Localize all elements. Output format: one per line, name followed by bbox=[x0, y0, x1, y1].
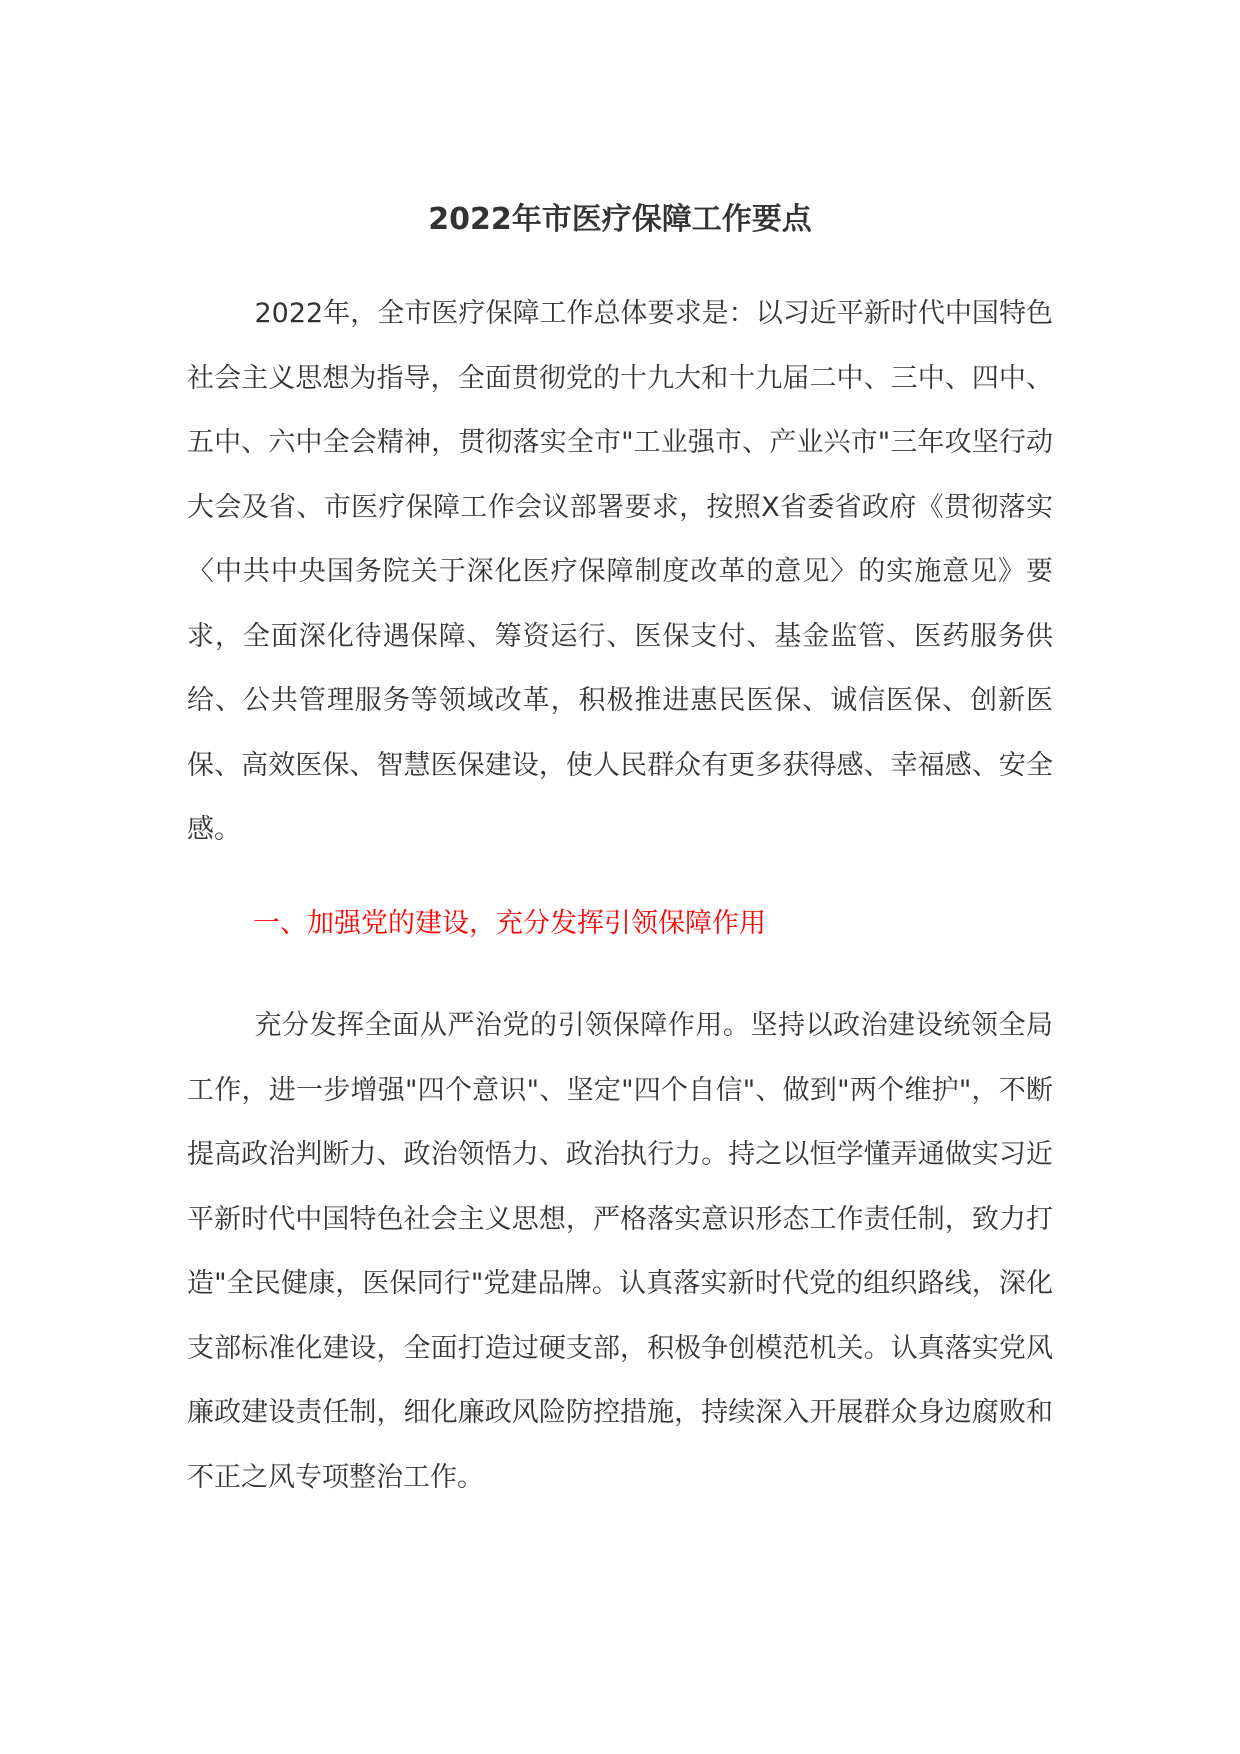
section-paragraph-1: 充分发挥全面从严治党的引领保障作用。坚持以政治建设统领全局工作，进一步增强"四个意识"、坚定"四个自信"、做到"两个维护"，不断提高政治判断力、政治领悟力、政治执行力。持之以恒学懂弄通做实习近平新时代中国特色社会主义思想，严格落实意识形态工作责任制，致力打造"全民健康，医保同行"党建品牌。认真落实新时代党的组织路线，深化支部标准化建设，全面打造过硬支部，积极争创模范机关。认真落实党风廉政建设责任制，细化廉政风险防控措施，持续深入开展群众身边腐败和不正之风专项整治工作。 bbox=[187, 1010, 1053, 1493]
document-title: 2022年市医疗保障工作要点 bbox=[428, 202, 812, 237]
intro-paragraph: 2022年，全市医疗保障工作总体要求是：以习近平新时代中国特色社会主义思想为指导，全面贯彻党的十九大和十九届二中、三中、四中、五中、六中全会精神，贯彻落实全市"工业强市、产业兴市"三年攻坚行动大会及省、市医疗保障工作会议部署要求，按照X省委省政府《贯彻落实〈中共中央国务院关于深化医疗保障制度改革的意见〉的实施意见》要求，全面深化待遇保障、筹资运行、医保支付、基金监管、医药服务供给、公共管理服务等领域改革，积极推进惠民医保、诚信医保、创新医保、高效医保、智慧医保建设，使人民群众有更多获得感、幸福感、安全感。 bbox=[187, 298, 1053, 845]
section-heading-1: 一、加强党的建设，充分发挥引领保障作用 bbox=[253, 908, 766, 939]
